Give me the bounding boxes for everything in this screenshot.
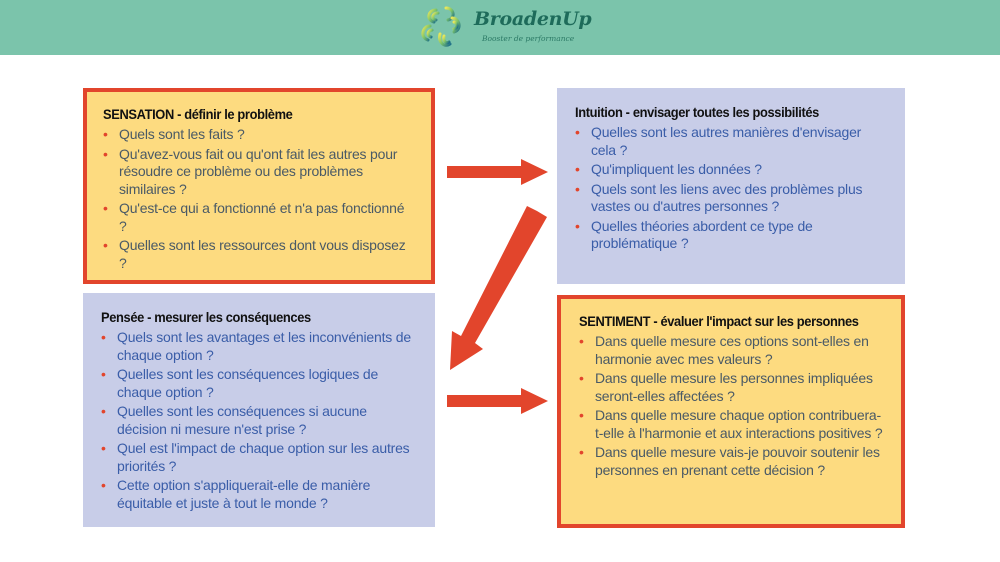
list-item-text: Quels sont les faits ? [119,126,245,142]
list-item [575,161,887,179]
list-item-text: Quels sont les avantages et les inconvénients de chaque option ? [117,329,411,363]
bullet-icon: • [103,145,108,162]
list-item-text: Dans quelle mesure ces options sont-elles en harmonie avec mes valeurs ? [595,333,869,367]
list-item-text: Qu'avez-vous fait ou qu'ont fait les autres pour résoudre ce problème ou des problèmes similaires ? [119,145,398,197]
list-item-text: Dans quelle mesure chaque option contribuera-t-elle à l'harmonie et aux interactions positives ? [595,407,883,441]
sentiment-list [579,333,883,479]
sensation-box [83,88,435,284]
bullet-icon: • [103,126,108,142]
bullet-icon: • [575,217,580,234]
list-item [103,200,413,235]
pensee-box [83,293,435,527]
bullet-icon: • [103,200,108,216]
list-item [101,366,417,401]
bullet-icon: • [579,370,584,386]
arrow-right-icon [447,159,548,185]
bullet-icon: • [575,180,580,197]
bullet-icon: • [101,403,106,419]
list-item [103,237,413,272]
list-item [575,218,887,253]
bullet-icon: • [101,329,106,345]
intuition-list [575,124,887,253]
sensation-list [103,126,413,272]
bullet-icon: • [579,333,584,349]
pensee-list [101,329,417,512]
list-item-text: Quels sont les liens avec des problèmes plus vastes ou d'autres personnes ? [591,180,863,214]
list-item [579,370,883,405]
bullet-icon: • [579,444,584,460]
brand-logo[interactable] [418,4,592,50]
list-item-text: Quelles sont les ressources dont vous disposez ? [119,237,406,271]
list-item [101,403,417,438]
list-item [579,444,883,479]
sentiment-box [557,295,905,528]
arrow-down-left-icon [450,206,547,370]
bullet-icon: • [103,237,108,253]
list-item [579,407,883,442]
list-item-text: Quelles sont les conséquences si aucune décision ni mesure n'est prise ? [117,403,367,437]
flower-logo-icon [418,4,466,50]
list-item-text: Dans quelle mesure les personnes impliquées seront-elles affectées ? [595,370,873,404]
intuition-box [557,88,905,284]
bullet-icon: • [101,366,106,382]
list-item-text: Qu'est-ce qui a fonctionné et n'a pas fonctionné ? [119,200,405,234]
sensation-title: SENSATION - définir le problème [103,106,293,122]
list-item [575,124,887,159]
list-item-text: Quelles théories abordent ce type de problématique ? [591,217,813,251]
intuition-title: Intuition - envisager toutes les possibilités [575,104,819,120]
bullet-icon: • [579,407,584,423]
list-item-text: Qu'impliquent les données ? [591,161,762,177]
list-item [101,477,417,512]
sentiment-title: SENTIMENT - évaluer l'impact sur les personnes [579,313,859,329]
list-item-text: Dans quelle mesure vais-je pouvoir soutenir les personnes en prenant cette décision ? [595,444,880,478]
header-banner [0,0,1000,55]
pensee-title: Pensée - mesurer les conséquences [101,309,311,325]
list-item [103,146,413,199]
bullet-icon: • [101,477,106,493]
list-item-text: Quelles sont les autres manières d'envisager cela ? [591,124,862,158]
brand-name: BroadenUp [474,8,592,30]
list-item-text: Quel est l'impact de chaque option sur les autres priorités ? [117,440,410,474]
list-item-text: Quelles sont les conséquences logiques de chaque option ? [117,366,379,400]
list-item [101,329,417,364]
bullet-icon: • [575,161,580,177]
list-item [579,333,883,368]
arrow-right-icon [447,388,548,414]
list-item [103,126,413,144]
bullet-icon: • [575,124,580,140]
list-item-text: Cette option s'appliquerait-elle de manière équitable et juste à tout le monde ? [117,477,371,511]
brand-tagline: Booster de performance [482,34,575,43]
list-item [101,440,417,475]
list-item [575,181,887,216]
bullet-icon: • [101,440,106,456]
